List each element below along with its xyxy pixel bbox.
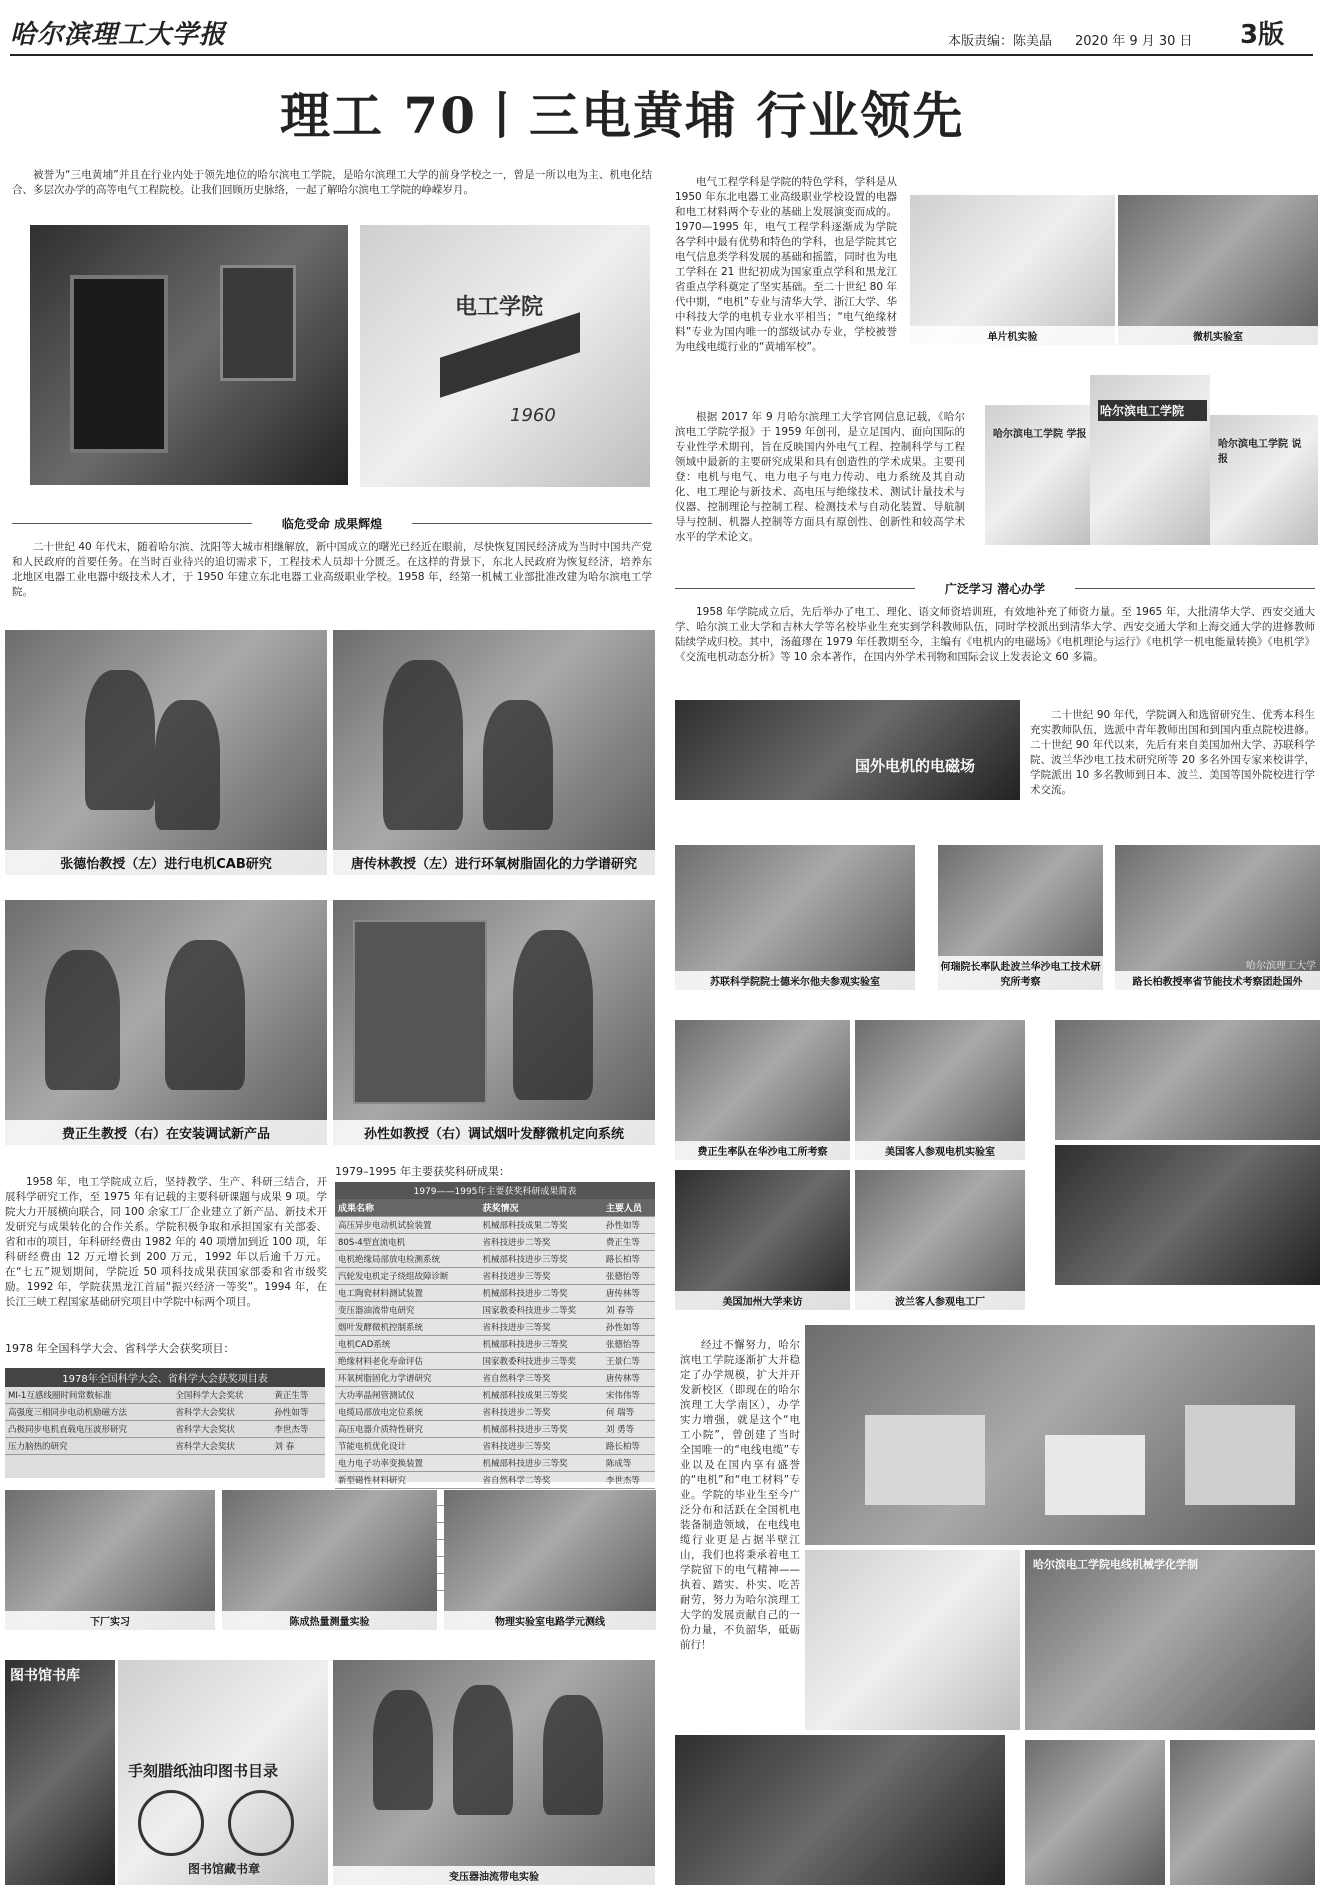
award-cell: 电工陶瓷材料测试装置: [335, 1285, 479, 1302]
award-cell: 电缆局部放电定位系统: [335, 1404, 479, 1421]
award-cell: 80S-4型直流电机: [335, 1234, 479, 1251]
building-block-3: [1185, 1405, 1295, 1505]
award-cell: 李世杰等: [271, 1421, 325, 1438]
award-cell: 唐传林等: [603, 1285, 655, 1302]
caption-transformer: 变压器油流带电实验: [333, 1866, 655, 1885]
award-cell: 孙性如等: [603, 1319, 655, 1336]
award-1979-row: [335, 1336, 655, 1353]
award-cell: 省科学大会奖状: [172, 1404, 271, 1421]
award-cell: 省科技进步三等奖: [479, 1268, 602, 1285]
library-catalog-title: 手刻腊纸油印图书目录: [128, 1762, 279, 1780]
award-1979-row: [335, 1353, 655, 1370]
award-cell: 高压电器介质特性研究: [335, 1421, 479, 1438]
research-paragraph: 1958 年，电工学院成立后，坚持教学、生产、科研三结合，开展科学研究工作，至 1975 年有记载的主要科研课题与成果 9 项。学院大力开展横向联合，同 100 余家工厂企业建立了新产品、新技术开发研究与成果转化的合作关系。学院积极争取和承担国家有关部委、省和市的项目，年科研经费由 1982 年的 40 项增加到近 100 项，年科研经费由 12 万元增长到 200 万元，1992 年以后逾千万元。在“七五”规划期间，学院近 50 项科技成果获国家部委和省市级奖励。1992 年，学院获黑龙江首届“振兴经济一等奖”。1994 年，在长江三峡工程国家基础研究项目中学院中标两个项目。: [5, 1176, 327, 1308]
photo-library-shelves: [5, 1660, 115, 1885]
discipline-paragraph: 电气工程学科是学院的特色学科，学科是从 1950 年东北电器工业高级职业学校设置的电器和电工材料两个专业的基础上发展演变而成的。1970—1995 年，电气工程学科逐渐成为学院各学科中最有优势和特色的学科，也是学院其它电气信息类学科发展的基础和摇篮，同时也为电工学科在 21 世纪初成为国家重点学科和黑龙江省重点学科奠定了坚实基础。至二十世纪 80 年代中期，“电机”专业与清华大学、浙江大学、华中科技大学的电机专业水平相当；“电气绝缘材料”专业为国内唯一的部级试办专业，学校被誉为电线电缆行业的“黄埔军校”。: [675, 176, 897, 353]
award-cell: 省科技进步二等奖: [479, 1404, 602, 1421]
award-cell: 压力脑热的研究: [5, 1438, 172, 1455]
award-cell: 王景仁等: [603, 1353, 655, 1370]
award-cell: 刘 勇等: [603, 1421, 655, 1438]
photo-visit1: [675, 845, 915, 990]
award-cell: 省自然科学三等奖: [479, 1370, 602, 1387]
journal-cover-2-text: 哈尔滨电工学院: [1098, 400, 1207, 421]
award-1978-row: [5, 1421, 325, 1438]
emblem-bolt: [440, 312, 580, 397]
award-cell: 张德怡等: [603, 1336, 655, 1353]
awards-1979-title: 1979–1995 年主要获奖科研成果：: [335, 1165, 510, 1178]
award-1979-row: [335, 1251, 655, 1268]
award-cell: 全国科学大会奖状: [172, 1387, 271, 1404]
photo-lab2: [222, 1490, 437, 1630]
award-cell: 省科学大会奖状: [172, 1438, 271, 1455]
award-1979-row: [335, 1472, 655, 1489]
photo-lab3: [444, 1490, 656, 1630]
photo-campus-panorama: [805, 1325, 1315, 1545]
door-shape: [70, 275, 168, 453]
page-title: 理工 70丨三电黄埔 行业领先: [280, 86, 965, 145]
award-cell: 刘 春: [271, 1438, 325, 1455]
caption-lab3: 物理实验室电路学元测线: [444, 1611, 656, 1630]
award-1979-row: [335, 1234, 655, 1251]
caption-visit7: 波兰客人参观电工厂: [855, 1291, 1025, 1310]
photo-visit6: [675, 1170, 850, 1310]
award-cell: 国家教委科技进步三等奖: [479, 1353, 602, 1370]
section2-paragraph-2: 二十世纪 90 年代，学院调入和选留研究生、优秀本科生充实教师队伍，选派中青年教师出国和到国内重点院校进修。二十世纪 90 年代以来，先后有来自美国加州大学、苏联科学院、波兰华沙电工技术研究所等 20 多名外国专家来校讲学，学院派出 10 多名教师到日本、波兰、美国等国外院校进行学术交流。: [1030, 709, 1315, 796]
awards-1978-rows: [5, 1387, 325, 1455]
award-cell: 机械部科技进步二等奖: [479, 1285, 602, 1302]
award-header-cell: 获奖情况: [479, 1199, 602, 1217]
library-stamp-caption: 图书馆藏书章: [188, 1862, 261, 1876]
award-1979-row: [335, 1302, 655, 1319]
award-cell: 李世杰等: [603, 1472, 655, 1489]
book-title: 国外电机的电磁场: [855, 757, 976, 775]
award-cell: 汽轮发电机定子绕组故障诊断: [335, 1268, 479, 1285]
award-cell: 何 瑞等: [603, 1404, 655, 1421]
library-stamp-2: [228, 1790, 294, 1856]
award-cell: 电机CAD系统: [335, 1336, 479, 1353]
caption-lab2: 陈成热量测量实验: [222, 1611, 437, 1630]
award-cell: 机械部科技进步三等奖: [479, 1336, 602, 1353]
award-cell: 变压器油流带电研究: [335, 1302, 479, 1319]
caption-visit4: 费正生率队在华沙电工所考察: [675, 1141, 850, 1160]
masthead-rule: [10, 54, 1313, 56]
caption-visit6: 美国加州大学来访: [675, 1291, 850, 1310]
award-cell: 张德怡等: [603, 1268, 655, 1285]
award-cell: 陈成等: [603, 1455, 655, 1472]
caption-visit5: 美国客人参观电机实验室: [855, 1141, 1025, 1160]
award-1978-row: [5, 1387, 325, 1404]
photo-group-4: [1170, 1740, 1315, 1885]
section-heading-1: [12, 515, 652, 532]
caption-zhang: 张德怡教授（左）进行电机CAB研究: [5, 850, 327, 875]
section-heading-2-text: 广泛学习 潜心办学: [944, 582, 1046, 596]
award-cell: 孙性如等: [271, 1404, 325, 1421]
awards-1978-table-title: 1978年全国科学大会、省科学大会获奖项目表: [5, 1368, 325, 1387]
award-cell: 宋伟伟等: [603, 1387, 655, 1404]
award-1979-row: [335, 1404, 655, 1421]
photo-visit3: [1115, 845, 1320, 990]
award-cell: 刘 春等: [603, 1302, 655, 1319]
award-cell: 唐传林等: [603, 1370, 655, 1387]
photo-book: [675, 700, 1020, 800]
award-1979-row: [335, 1387, 655, 1404]
window-shape: [220, 265, 296, 381]
award-cell: 新型磁性材料研究: [335, 1472, 479, 1489]
caption-micro1: 单片机实验: [910, 326, 1115, 345]
photo-zhang: [5, 630, 327, 875]
library-sign: 图书馆书库: [10, 1668, 80, 1684]
building-block-2: [1045, 1435, 1145, 1515]
journal-cover-1: [985, 405, 1095, 545]
page-number: 3版: [1240, 20, 1285, 50]
paper-name-logo: 哈尔滨理工大学报: [10, 20, 227, 50]
award-cell: 电机绝缘局部放电检测系统: [335, 1251, 479, 1268]
award-cell: 电力电子功率变换装置: [335, 1455, 479, 1472]
group-photo-caption: 哈尔滨电工学院电线机械学化学制: [1033, 1558, 1198, 1571]
photo-visit5: [855, 1020, 1025, 1160]
photo-fei: [5, 900, 327, 1145]
editor-credit: 本版责编：陈美晶: [948, 34, 1053, 49]
award-cell: 高压异步电动机试验装置: [335, 1217, 479, 1234]
caption-micro2: 微机实验室: [1118, 326, 1318, 345]
photo-group-3: [1025, 1740, 1165, 1885]
photo-library-catalog: [118, 1660, 328, 1885]
caption-tang: 唐传林教授（左）进行环氧树脂固化的力学谱研究: [333, 850, 655, 875]
award-cell: 黄正生等: [271, 1387, 325, 1404]
award-cell: 高强度三相同步电动机励磁方法: [5, 1404, 172, 1421]
photo-visit2: [938, 845, 1103, 990]
section-heading-2: [675, 580, 1315, 597]
award-cell: 机械部科技进步三等奖: [479, 1421, 602, 1438]
award-cell: 省科学大会奖状: [172, 1421, 271, 1438]
emblem-text: 电工学院: [455, 294, 544, 320]
award-1979-row: [335, 1438, 655, 1455]
photo-sports-collage: [805, 1550, 1020, 1730]
masthead: [0, 0, 1323, 60]
journal-cover-2: [1090, 375, 1210, 545]
caption-lab1: 下厂实习: [5, 1611, 215, 1630]
award-1979-row: [335, 1319, 655, 1336]
award-cell: 机械部科技进步三等奖: [479, 1455, 602, 1472]
caption-fei: 费正生教授（右）在安装调试新产品: [5, 1120, 327, 1145]
caption-sun: 孙性如教授（右）调试烟叶发酵微机定向系统: [333, 1120, 655, 1145]
award-cell: 大功率晶闸管测试仪: [335, 1387, 479, 1404]
journal-cover-1-text: 哈尔滨电工学院 学报: [993, 429, 1087, 440]
photo-tang: [333, 630, 655, 875]
journal-cover-3-text: 哈尔滨电工学院 说报: [1218, 439, 1302, 465]
award-cell: 烟叶发酵微机控制系统: [335, 1319, 479, 1336]
award-cell: 国家教委科技进步二等奖: [479, 1302, 602, 1319]
award-1979-row: [335, 1217, 655, 1234]
caption-visit3: 路长柏教授率省节能技术考察团赴国外: [1115, 971, 1320, 990]
award-1979-row: [335, 1455, 655, 1472]
library-stamp-1: [138, 1790, 204, 1856]
college-emblem-photo: [360, 225, 650, 487]
section-heading-1-text: 临危受命 成果辉煌: [281, 517, 383, 531]
award-cell: 费正生等: [603, 1234, 655, 1251]
photo-group-2: [1055, 1145, 1320, 1285]
award-cell: 省科技进步二等奖: [479, 1234, 602, 1251]
photo-graduation: [1025, 1550, 1315, 1730]
journal-paragraph: 根据 2017 年 9 月哈尔滨理工大学官网信息记载，《哈尔滨电工学院学报》于 1959 年创刊，是立足国内、面向国际的专业性学术期刊，旨在反映国内外电气工程、控制科学与工程领域中最新的主要研究成果和具有创造性的学术成果。主要刊登：电机与电气、电力电子与电力传动、电力系统及其自动化、电工理论与新技术、高电压与绝缘技术、测试计量技术与仪器、控制理论与控制工程、检测技术与自动化装置、导航制导与控制、机器人控制等方面具有原创性、创新性和较高学术水平的学术论文。: [675, 411, 965, 543]
award-1979-row: [335, 1285, 655, 1302]
award-1978-row: [5, 1404, 325, 1421]
journal-cover-3: [1210, 415, 1318, 545]
award-cell: 孙性如等: [603, 1217, 655, 1234]
old-building-photo: [30, 225, 348, 485]
award-cell: 省科技进步三等奖: [479, 1438, 602, 1455]
award-header-cell: 主要人员: [603, 1199, 655, 1217]
building-block-1: [865, 1415, 985, 1505]
photo-old-campus: [675, 1735, 1005, 1885]
issue-date: 2020 年 9 月 30 日: [1075, 34, 1193, 49]
award-1979-row: [335, 1268, 655, 1285]
awards-1979-table-title: 1979——1995年主要获奖科研成果简表: [335, 1182, 655, 1199]
awards-1979-table: [335, 1182, 655, 1486]
caption-visit2: 何瑞院长率队赴波兰华沙电工技术研究所考察: [938, 956, 1103, 990]
award-header-cell: 成果名称: [335, 1199, 479, 1217]
closing-paragraph: 经过不懈努力，哈尔滨电工学院逐渐扩大并稳定了办学规模，扩大并开发新校区（即现在的哈尔滨理工大学南区），办学实力增强，就是这个“电工小院”，曾创建了当时全国唯一的“电线电缆”专业以及在国内享有盛誉的“电机”和“电工材料”专业。学院的毕业生至今广泛分布和活跃在全国机电装备制造领域，在电线电缆行业更是占据半壁江山，我们也将秉承着电工学院留下的电气精神——执着、踏实、朴实、吃苦耐劳，努力为哈尔滨理工大学的发展贡献自己的一份力量，不负韶华，砥砺前行！: [680, 1339, 800, 1651]
award-cell: 绝缘材料老化寿命评估: [335, 1353, 479, 1370]
award-cell: 路长柏等: [603, 1438, 655, 1455]
intro-paragraph: 被誉为“三电黄埔”并且在行业内处于领先地位的哈尔滨电工学院，是哈尔滨理工大学的前身学校之一，曾是一所以电为主、机电化结合、多层次办学的高等电气工程院校。让我们回顾历史脉络，一起了解哈尔滨电工学院的峥嵘岁月。: [12, 169, 652, 196]
photo-lab1: [5, 1490, 215, 1630]
award-1979-row: [335, 1370, 655, 1387]
awards-1978-table: [5, 1368, 325, 1478]
awards-1978-title: 1978 年全国科学大会、省科学大会获奖项目：: [5, 1342, 235, 1355]
award-cell: 节能电机优化设计: [335, 1438, 479, 1455]
photo-group-1: [1055, 1020, 1320, 1140]
caption-visit1: 苏联科学院院士德米尔他夫参观实验室: [675, 971, 915, 990]
award-cell: 机械部科技进步三等奖: [479, 1251, 602, 1268]
photo-visit4: [675, 1020, 850, 1160]
equipment-rack: [353, 920, 487, 1104]
award-cell: 机械部科技成果二等奖: [479, 1217, 602, 1234]
award-cell: 环氧树脂固化力学谱研究: [335, 1370, 479, 1387]
award-cell: MI-1互感线圈时间常数标准: [5, 1387, 172, 1404]
award-cell: 机械部科技成果三等奖: [479, 1387, 602, 1404]
emblem-year: 1960: [510, 405, 556, 426]
award-cell: 凸极同步电机直载电压波形研究: [5, 1421, 172, 1438]
watermark: 哈尔滨理工大学: [1246, 961, 1316, 972]
section2-paragraph-1: 1958 年学院成立后，先后举办了电工、理化、语文师资培训班，有效地补充了师资力量。至 1965 年，大批清华大学、西安交通大学、哈尔滨工业大学和吉林大学等名校毕业生充实到学科教师队伍，同时学校派出到清华大学、西安交通大学和上海交通大学的进修教师陆续学成归校。其中，汤蕴璆在 1979 年任教期至今，主编有《电机内的电磁场》《电机理论与运行》《电机学一机电能量转换》《电机学》《交流电机动态分析》等 10 余本著作，在国内外学术刊物和国际会议上发表论文 60 多篇。: [675, 606, 1315, 663]
photo-visit7: [855, 1170, 1025, 1310]
section1-paragraph: 二十世纪 40 年代末，随着哈尔滨、沈阳等大城市相继解放，新中国成立的曙光已经近在眼前，尽快恢复国民经济成为当时中国共产党和人民政府的首要任务。在当时百业待兴的追切需求下，工程技术人员却十分匮乏。在这样的背景下，东北人民政府为恢复经济，培养东北地区电器工业电器中级技术人才，于 1950 年建立东北电器工业高级职业学校。1958 年，经第一机械工业部批准改建为哈尔滨电工学院。: [12, 541, 652, 598]
award-cell: 省科技进步三等奖: [479, 1319, 602, 1336]
photo-micro1: [910, 195, 1115, 345]
award-1979-row: [335, 1421, 655, 1438]
award-cell: 路长柏等: [603, 1251, 655, 1268]
photo-sun: [333, 900, 655, 1145]
award-cell: 省自然科学二等奖: [479, 1472, 602, 1489]
photo-transformer: [333, 1660, 655, 1885]
photo-micro2: [1118, 195, 1318, 345]
award-1978-row: [5, 1438, 325, 1455]
